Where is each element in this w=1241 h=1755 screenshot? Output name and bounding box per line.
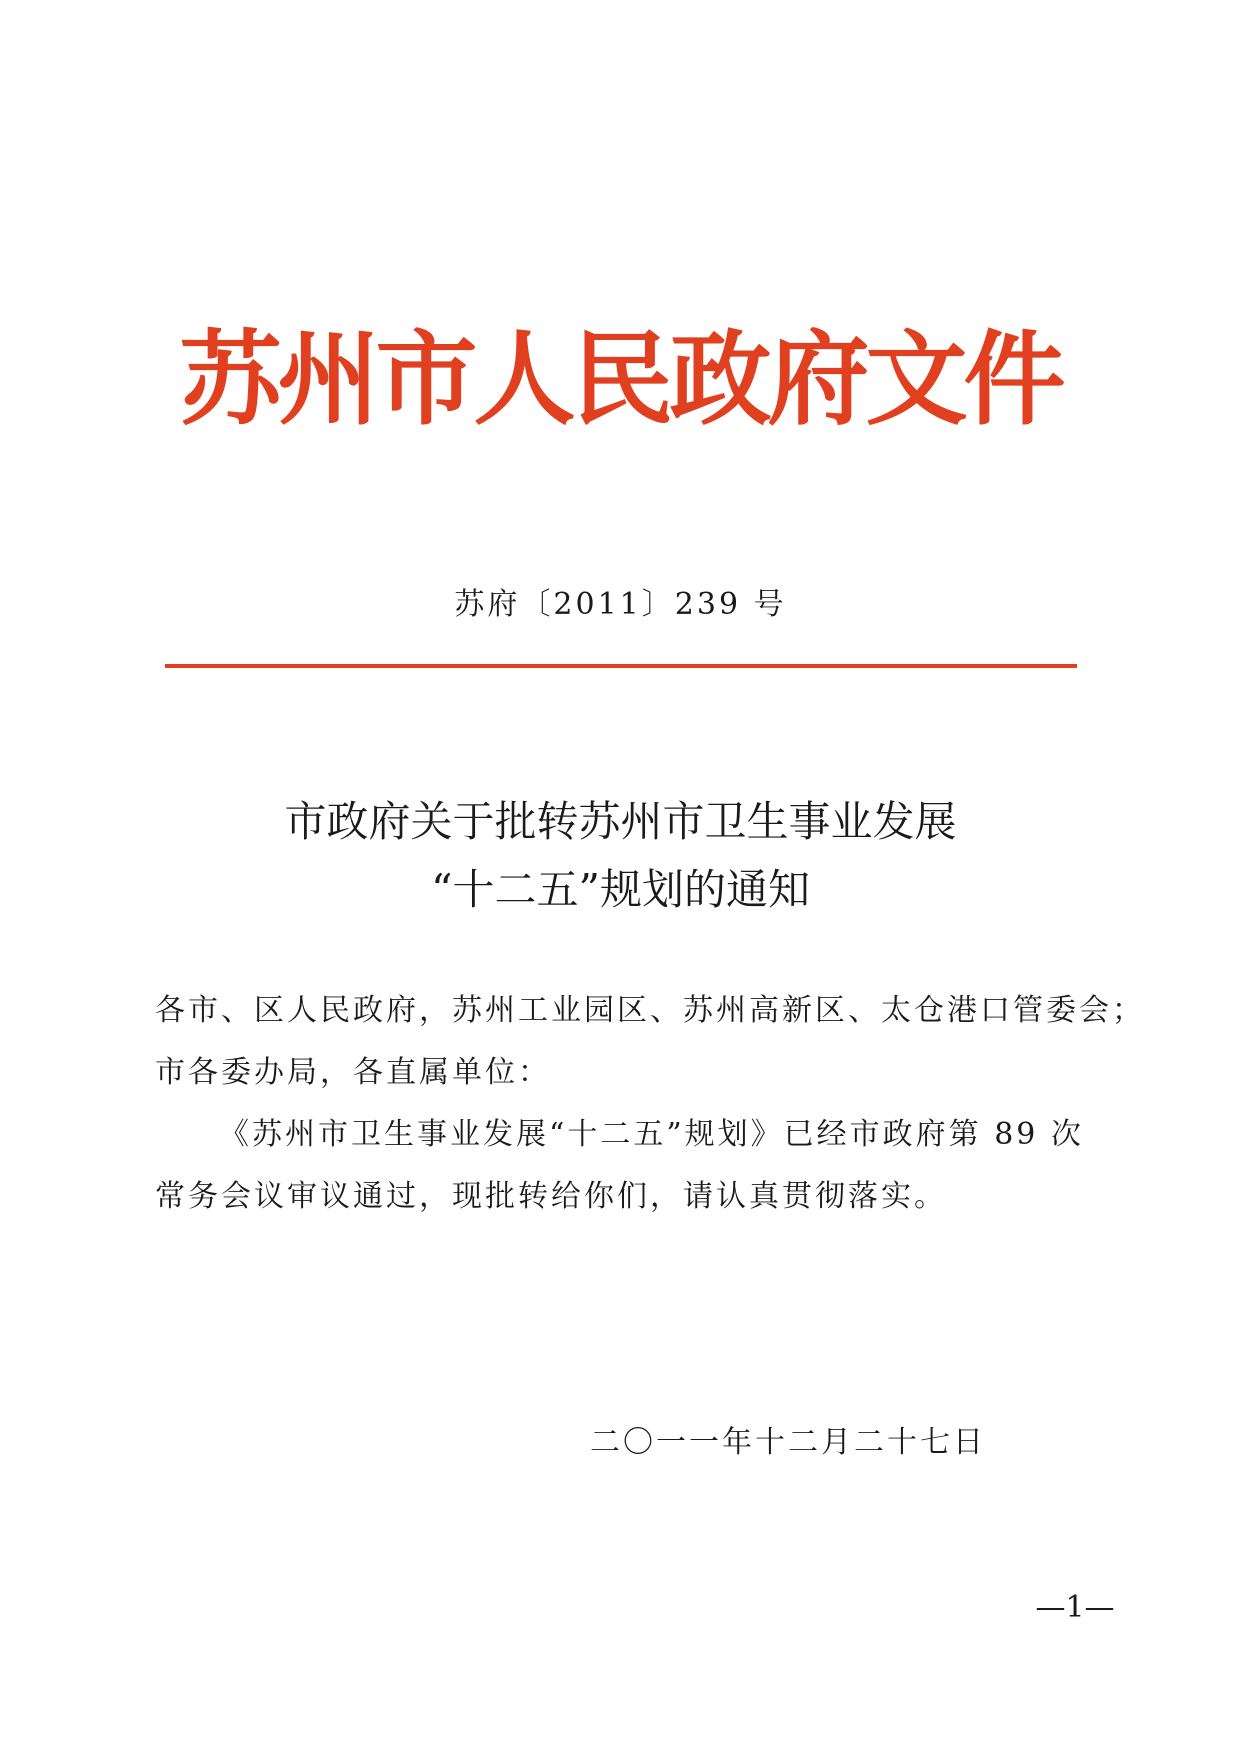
- notice-body: [155, 980, 1145, 1228]
- red-divider-line: [165, 664, 1077, 668]
- addressees-line-2: 市各委办局，各直属单位：: [155, 1055, 551, 1090]
- body-paragraph-line-2: 常务会议审议通过，现批转给你们，请认真贯彻落实。: [155, 1179, 947, 1214]
- page-number: —1—: [1035, 1590, 1115, 1625]
- addressees-line-1: 各市、区人民政府，苏州工业园区、苏州高新区、太仓港口管委会；: [155, 993, 1145, 1028]
- issue-date: 二〇一一年十二月二十七日: [590, 1425, 986, 1460]
- body-paragraph-line-1: 《苏州市卫生事业发展“十二五”规划》已经市政府第 89 次: [219, 1117, 1084, 1152]
- document-number: 苏府〔2011〕239 号: [454, 587, 787, 622]
- notice-title-line-2: “十二五”规划的通知: [431, 865, 810, 914]
- notice-title-line-1: 市政府关于批转苏州市卫生事业发展: [284, 797, 957, 846]
- issuing-authority-header: 苏州市人民政府文件: [179, 320, 1062, 440]
- notice-title: [0, 788, 1241, 924]
